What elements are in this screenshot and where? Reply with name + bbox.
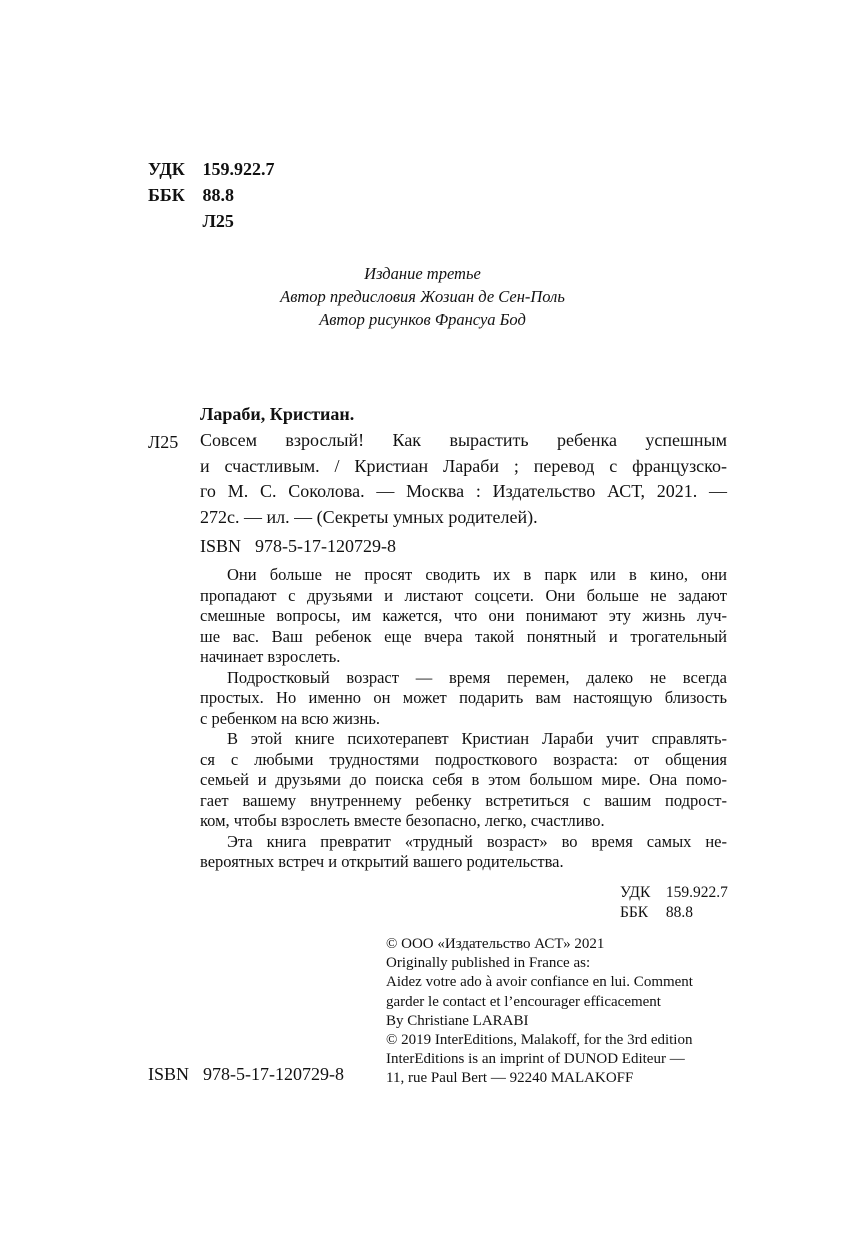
copyright-line: InterEditions is an imprint of DUNOD Editeur — — [386, 1051, 685, 1068]
bbk-value-small: 88.8 — [665, 904, 693, 921]
annotation-line: Подростковый возраст — время перемен, далеко не всегда — [227, 667, 727, 687]
annotation-paragraph — [200, 565, 727, 668]
biblio-line: 272с. — ил. — (Секреты умных родителей). — [200, 506, 538, 527]
isbn-main — [200, 536, 396, 557]
copyright-block — [386, 935, 693, 1089]
annotation-line: смешные вопросы, им кажется, что они понимают эту жизнь луч- — [200, 606, 727, 625]
bbk-label: ББК — [148, 185, 185, 205]
annotation-line: с ребенком на всю жизнь. — [200, 708, 381, 728]
annotation-line: Они больше не просят сводить их в парк или в кино, они — [227, 565, 727, 584]
annotation — [200, 565, 727, 873]
edition-line: Издание третье — [364, 264, 481, 283]
bbk-row-small — [620, 903, 728, 923]
copyright-line: 11, rue Paul Bert — 92240 MALAKOFF — [386, 1070, 634, 1087]
copyright-line: By Christiane LARABI — [386, 1012, 529, 1029]
isbn-label: ISBN — [200, 536, 242, 556]
annotation-line: ше вас. Ваш ребенок еще вчера такой понятный и трогательный — [200, 626, 727, 646]
isbn-bottom — [148, 1064, 344, 1085]
annotation-paragraph — [200, 832, 727, 873]
annotation-line: ся с любыми трудностями подросткового возраста: от общения — [200, 749, 727, 769]
copyright-line: © 2019 InterEditions, Malakoff, for the 3rd edition — [386, 1032, 693, 1049]
author-heading: Лараби, Кристиан. — [200, 404, 355, 424]
udk-value-small: 159.922.7 — [665, 884, 728, 901]
annotation-line: ком, чтобы взрослеть вместе безопасно, легко, счастливо. — [200, 811, 605, 830]
edition-info — [150, 262, 695, 331]
isbn-bottom-label: ISBN — [148, 1064, 190, 1084]
biblio-line: и счастливым. / Кристиан Лараби ; перевод с французско- — [200, 455, 727, 476]
annotation-line: начинает взрослеть. — [200, 647, 341, 666]
udk-value: 159.922.7 — [202, 159, 275, 179]
copyright-line: Aidez votre ado à avoir confiance en lui. Comment — [386, 974, 693, 991]
udk-row-small — [620, 883, 728, 903]
udk-label-small: УДК — [620, 884, 651, 901]
preface-author-line: Автор предисловия Жозиан де Сен-Поль — [280, 287, 565, 306]
isbn-bottom-value: 978-5-17-120729-8 — [203, 1064, 344, 1084]
author-mark: Л25 — [202, 211, 234, 231]
author-mark-row — [148, 208, 275, 234]
copyright-line: Originally published in France as: — [386, 955, 591, 972]
udk-row — [148, 156, 275, 182]
bibliographic-description — [200, 428, 727, 530]
annotation-line: Эта книга превратит «трудный возраст» во время самых не- — [227, 831, 727, 851]
udk-label: УДК — [148, 159, 185, 179]
illustrator-line: Автор рисунков Франсуа Бод — [319, 310, 526, 329]
biblio-line: го М. С. Соколова. — Москва : Издательство АСТ, 2021. — — [200, 481, 727, 501]
annotation-line: простых. Но именно он может подарить вам настоящую близость — [200, 688, 727, 707]
annotation-line: гает вашему внутреннему ребенку встретиться с вашим подрост- — [200, 790, 727, 810]
biblio-line: Совсем взрослый! Как вырастить ребенка успешным — [200, 430, 727, 450]
bbk-label-small: ББК — [620, 904, 649, 921]
annotation-line: вероятных встреч и открытий вашего родительства. — [200, 852, 564, 871]
bbk-value: 88.8 — [202, 185, 234, 205]
copyright-line: garder le contact et l’encourager efficacement — [386, 993, 661, 1010]
annotation-paragraph — [200, 668, 727, 730]
annotation-line: семьей и друзьями до поиска себя в этом большом мире. Она помо- — [200, 770, 727, 789]
annotation-line: пропадают с друзьями и листают соцсети. Они больше не задают — [200, 585, 727, 605]
classification-codes-small — [620, 883, 728, 923]
author-mark-left: Л25 — [148, 432, 179, 452]
annotation-line: В этой книге психотерапевт Кристиан Лараби учит справлять- — [227, 729, 727, 748]
bbk-row — [148, 182, 275, 208]
copyright-line: © ООО «Издательство АСТ» 2021 — [386, 936, 605, 952]
annotation-paragraph — [200, 729, 727, 832]
classification-codes — [148, 156, 275, 234]
isbn-value: 978-5-17-120729-8 — [255, 536, 396, 556]
